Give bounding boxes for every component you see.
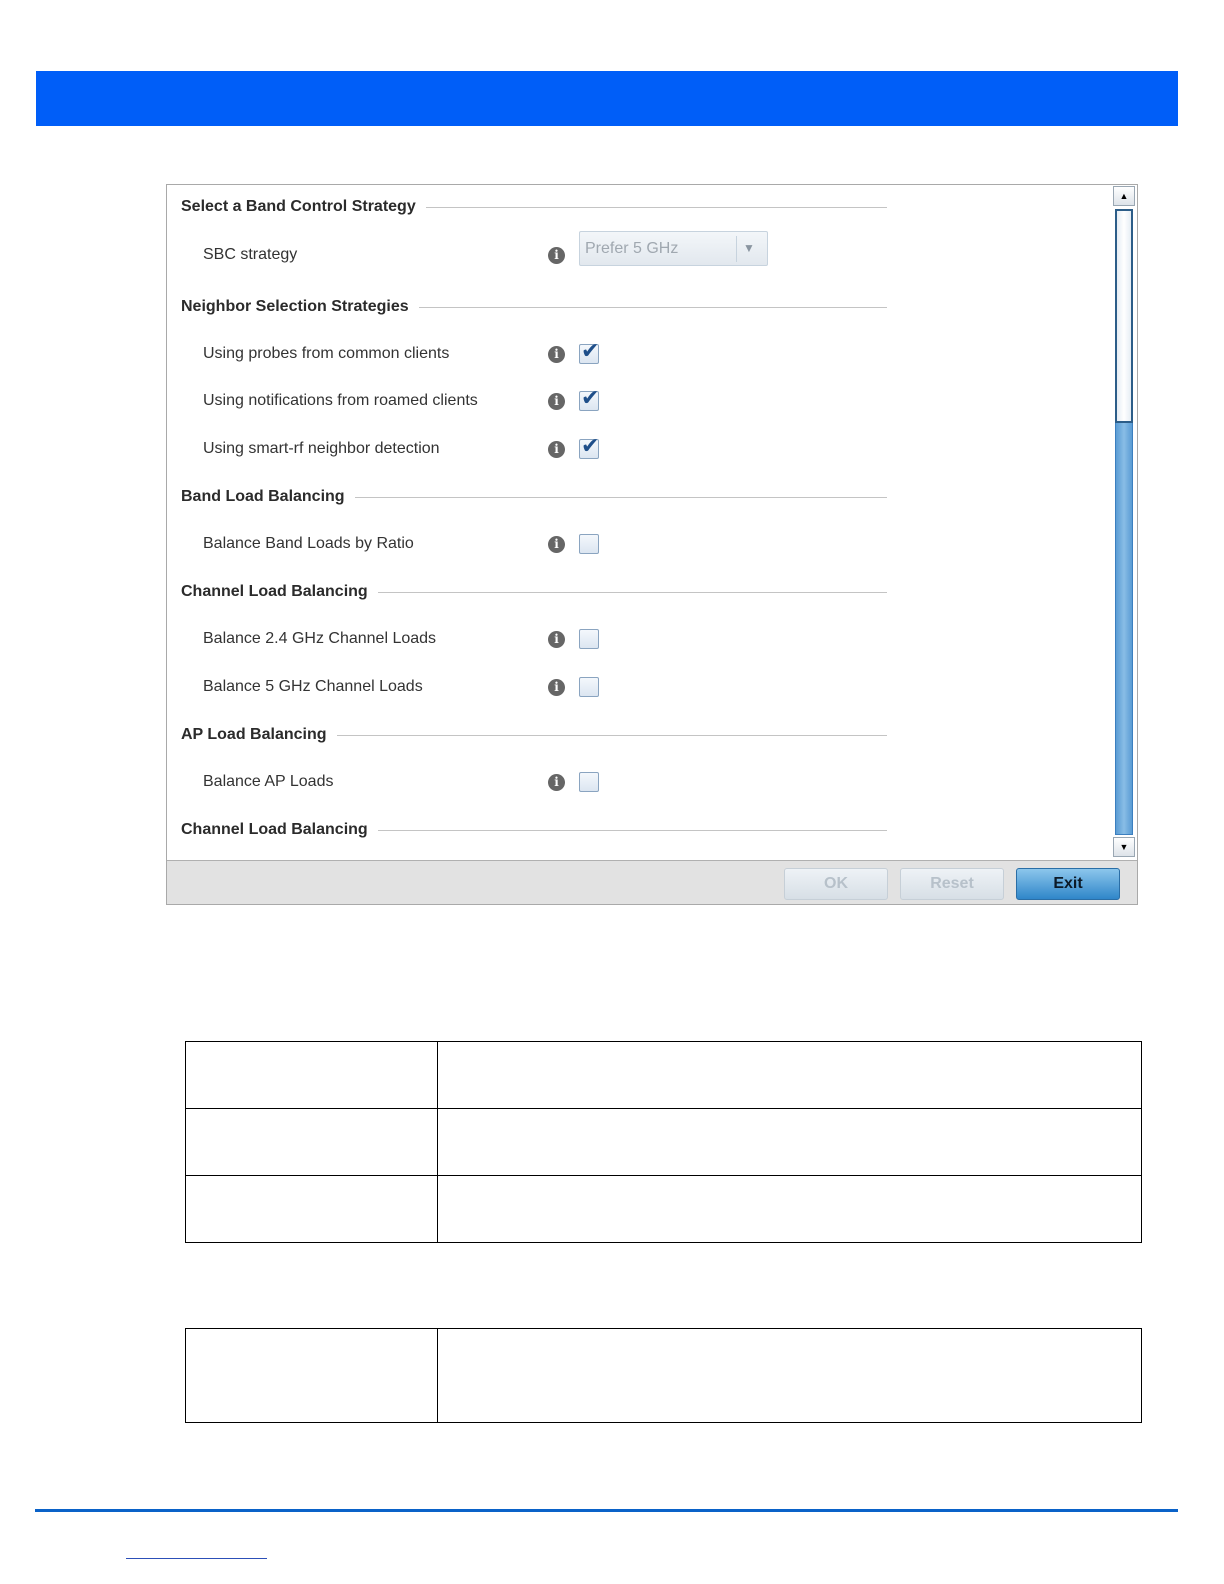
section-neighbor-selection [181,295,887,319]
section-divider [426,207,887,208]
notifications-roamed-clients-label: Using notifications from roamed clients [203,392,478,409]
section-channel-load-balancing [181,580,887,604]
scroll-down-arrow-icon[interactable]: ▼ [1113,837,1135,857]
row-smart-rf-detection [203,434,803,461]
page-footer-divider [35,1509,1178,1512]
table-row [186,1042,1142,1109]
balance-24-channel-checkbox[interactable] [579,629,599,649]
ok-button[interactable]: OK [784,868,888,900]
row-balance-5-channel [203,675,803,699]
probes-common-clients-checkbox[interactable] [579,339,600,364]
row-notifications-roamed-clients [203,386,803,413]
dialog-content [167,185,1111,860]
smart-rf-detection-checkbox[interactable] [579,434,600,459]
exit-button[interactable]: Exit [1016,868,1120,900]
section-band-control-strategy [181,195,887,219]
balance-5-channel-label: Balance 5 GHz Channel Loads [203,678,423,695]
row-sbc-strategy [203,240,803,267]
row-balance-ap-loads [203,770,803,794]
table-cell [186,1109,438,1176]
info-icon[interactable]: i [548,774,565,791]
table-row [186,1176,1142,1243]
balance-band-ratio-checkbox[interactable] [579,534,599,554]
header-banner [36,71,1178,126]
chevron-down-icon[interactable]: ▼ [743,241,755,255]
section-divider [378,830,887,831]
table-cell [186,1329,438,1423]
info-icon[interactable]: i [548,247,565,264]
section-divider [355,497,887,498]
balance-ap-loads-label: Balance AP Loads [203,773,334,790]
section-title: AP Load Balancing [181,726,327,743]
balance-band-ratio-label: Balance Band Loads by Ratio [203,535,414,552]
parameter-table-2 [185,1328,1142,1423]
balance-5-channel-checkbox[interactable] [579,677,599,697]
info-icon[interactable]: i [548,441,565,458]
table-cell [438,1329,1142,1423]
table-row [186,1329,1142,1423]
scroll-thumb[interactable] [1115,209,1133,423]
section-title: Select a Band Control Strategy [181,198,416,215]
section-title: Band Load Balancing [181,488,345,505]
row-balance-24-channel [203,627,803,651]
table-cell [186,1042,438,1109]
table-cell [438,1176,1142,1243]
section-title: Neighbor Selection Strategies [181,298,409,315]
info-icon[interactable]: i [548,393,565,410]
section-channel-load-balancing-2 [181,818,887,842]
notifications-roamed-clients-checkbox[interactable] [579,386,600,411]
info-icon[interactable]: i [548,631,565,648]
load-balancing-dialog [166,184,1138,905]
section-divider [337,735,887,736]
table-row [186,1109,1142,1176]
section-title: Channel Load Balancing [181,583,368,600]
section-title: Channel Load Balancing [181,821,368,838]
sbc-strategy-select[interactable] [579,231,768,266]
info-icon[interactable]: i [548,536,565,553]
section-ap-load-balancing [181,723,887,747]
sbc-strategy-label: SBC strategy [203,246,298,263]
info-icon[interactable]: i [548,346,565,363]
row-probes-common-clients [203,339,803,366]
section-band-load-balancing [181,485,887,509]
select-separator [736,236,737,262]
checkmark-icon: ✔ [581,434,600,459]
info-icon[interactable]: i [548,679,565,696]
section-divider [378,592,887,593]
smart-rf-detection-label: Using smart-rf neighbor detection [203,440,440,457]
checkmark-icon: ✔ [581,386,600,411]
parameter-table [185,1041,1142,1243]
section-divider [419,307,887,308]
probes-common-clients-label: Using probes from common clients [203,345,450,362]
sbc-strategy-value: Prefer 5 GHz [585,240,679,257]
reset-button[interactable]: Reset [900,868,1004,900]
vertical-scrollbar[interactable] [1111,185,1137,860]
page-footer-link[interactable] [126,1558,267,1559]
row-balance-band-ratio [203,532,803,556]
table-cell [186,1176,438,1243]
balance-ap-loads-checkbox[interactable] [579,772,599,792]
table-cell [438,1042,1142,1109]
balance-24-channel-label: Balance 2.4 GHz Channel Loads [203,630,437,647]
table-cell [438,1109,1142,1176]
scroll-up-arrow-icon[interactable]: ▲ [1113,186,1135,206]
dialog-footer [167,860,1137,904]
checkmark-icon: ✔ [581,339,600,364]
